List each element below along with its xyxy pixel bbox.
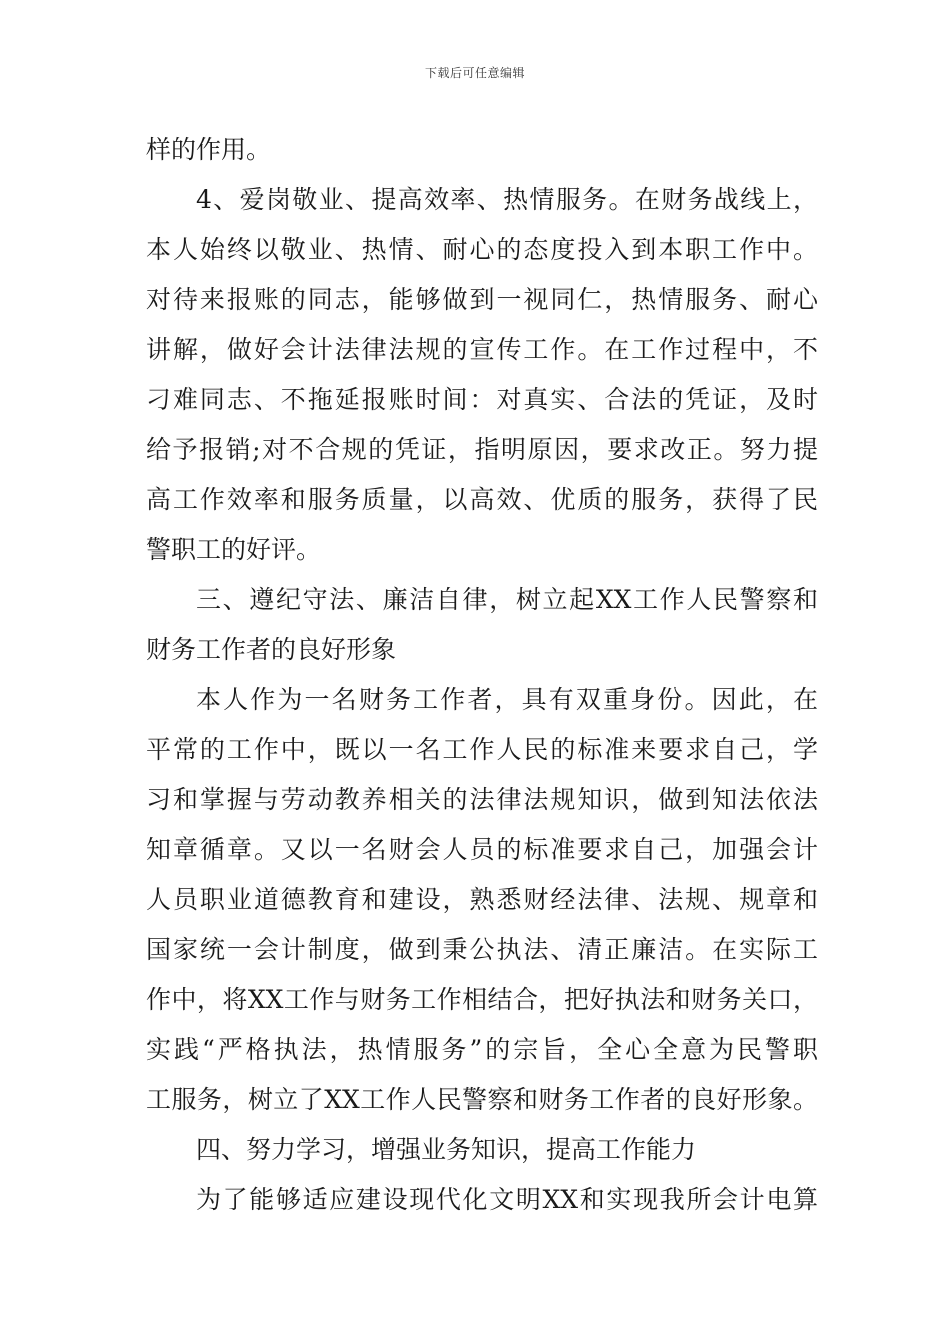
text-line: 实践“严格执法，热情服务”的宗旨，全心全意为民警职: [146, 1035, 818, 1064]
text-line: 刁难同志、不拖延报账时间：对真实、合法的凭证，及时: [146, 385, 818, 414]
text-line: 给予报销;对不合规的凭证，指明原因，要求改正。努力提: [146, 435, 818, 464]
text-line: 习和掌握与劳动教养相关的法律法规知识，做到知法依法: [146, 785, 818, 814]
text-line: 讲解，做好会计法律法规的宣传工作。在工作过程中，不: [146, 335, 818, 364]
text-line: 人员职业道德教育和建设，熟悉财经法律、法规、规章和: [146, 885, 818, 914]
text-line: 平常的工作中，既以一名工作人民的标准来要求自己，学: [146, 735, 818, 764]
text-line: 本人始终以敬业、热情、耐心的态度投入到本职工作中。: [146, 235, 818, 264]
paragraph-start-line: 4、爱岗敬业、提高效率、热情服务。在财务战线上，: [196, 185, 818, 214]
text-line: 国家统一会计制度，做到秉公执法、清正廉洁。在实际工: [146, 935, 818, 964]
text-line: 工服务，树立了XX工作人民警察和财务工作者的良好形象。: [146, 1085, 818, 1114]
text-line: 对待来报账的同志，能够做到一视同仁，热情服务、耐心: [146, 285, 818, 314]
section-heading-line: 三、遵纪守法、廉洁自律，树立起XX工作人民警察和: [196, 585, 818, 614]
text-line: 警职工的好评。: [146, 535, 322, 564]
paragraph-start-line: 本人作为一名财务工作者，具有双重身份。因此，在: [196, 685, 818, 714]
text-line: 作中，将XX工作与财务工作相结合，把好执法和财务关口，: [146, 985, 818, 1014]
paragraph-start-line: 为了能够适应建设现代化文明XX和实现我所会计电算: [196, 1185, 818, 1214]
document-body: [146, 125, 818, 1225]
text-line: 高工作效率和服务质量，以高效、优质的服务，获得了民: [146, 485, 818, 514]
section-heading-line: 四、努力学习，增强业务知识，提高工作能力: [196, 1135, 697, 1164]
text-line: 知章循章。又以一名财会人员的标准要求自己，加强会计: [146, 835, 818, 864]
section-heading-line: 财务工作者的良好形象: [146, 635, 397, 664]
page-header: 下载后可任意编辑: [424, 66, 525, 80]
text-line: 样的作用。: [146, 135, 272, 164]
